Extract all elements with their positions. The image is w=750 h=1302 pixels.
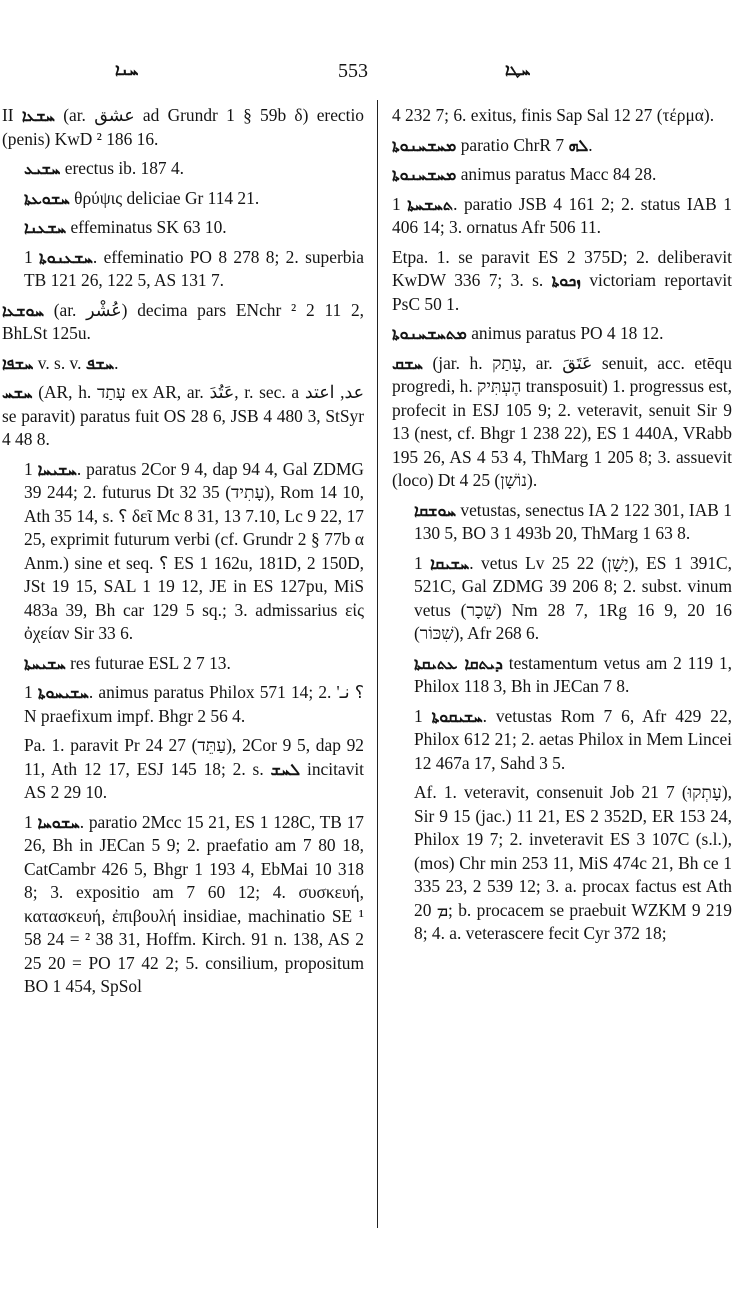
entry-text: II [2, 105, 22, 125]
dictionary-entry [2, 458, 364, 646]
entry-text: 7. [555, 134, 593, 155]
entry-text: (ar. عشق ad Grundr 1 § 59b δ) erectio (penis) KwD ² 186 16. [2, 105, 364, 149]
syriac-headword: ܚܘܫܥܐ [2, 300, 44, 320]
entry-text: 1. vetustas Rom 7 6, Afr 429 22, Philox 612 21; 2. aetas Philox in Mem Lincei 12 467a 17, Sahd 3 5. [414, 705, 732, 773]
dictionary-entry [392, 104, 732, 128]
entry-text: 1. paratio 2Mcc 15 21, ES 1 128C, TB 17 26, Bh in JECan 5 9; 2. praefatio am 7 80 18, CatCambr 426 5, Bhgr 1 193 4, EbMai 10 318 8; 3. expositio am 7 60 12; 4. συσκευή, κατασκευή, ἐπιβουλή insidiae, machinatio SE ¹ 58 24 = ² 38 31, Hoffm. Kirch. 91 n. 138, AS 2 25 20 = PO 17 42 2; 5. consilium, propositum BO 1 454, SpSol [24, 811, 364, 996]
dictionary-entry [2, 811, 364, 999]
syriac-headword: ܚܫܚ [2, 383, 33, 402]
syriac-headword: ܚܫܝܥ [24, 159, 61, 178]
entry-text: victoriam reportavit PsC 50 1. [392, 270, 732, 314]
dictionary-entry [2, 352, 364, 376]
entry-text: . [114, 352, 119, 373]
entry-text: vetustas, senectus IA 2 122 301, IAB 1 130 5, BO 3 1 493b 20, ThMarg 1 63 8. [414, 499, 732, 543]
entry-text: Af. 1. veteravit, consenuit Job 21 7 (עָתְקוּ), Sir 9 15 (jac.) 11 21, ES 2 352D, ER 153 24, Philox 19 7; 2. inveteravit ES 3 107C (s.l.), (mos) Chr min 253 11, MiS 474c 21, Bh ce 1 335 23, 2 539 12; 3. a. procax factus est Ath ܡ 20; b. procacem se praebuit WZKM 9 219 8; 4. a. veterascere fecit Cyr 372 18; [414, 782, 732, 943]
entry-text: 1. animus paratus Philox 571 14; 2. '؟ نـ N praefixum impf. Bhgr 2 56 4. [24, 682, 364, 726]
entry-text: testamentum vetus am 2 119 1, Philox 118 3, Bh in JECan 7 8. [414, 652, 732, 696]
syriac-headword: ܚܫܥܢܘܬܐ [39, 247, 93, 267]
dictionary-entry [2, 681, 364, 728]
entry-text: Etpa. 1. se paravit ES 2 375D; 2. deliberavit KwDW 336 7; 3. s. [392, 246, 732, 290]
syriac-headword: ܚܫܘܥܬܐ [24, 188, 70, 208]
page-number: 553 [338, 60, 368, 82]
dictionary-entry [392, 652, 732, 699]
entry-text: v. s. v. [33, 352, 86, 373]
syriac-headword: ܚܫܥܐ [21, 106, 55, 125]
entry-text: animus paratus PO 4 18 12. [466, 323, 664, 343]
syriac-headword: ܙܟܘܬܐ [551, 271, 581, 290]
dictionary-entry [392, 781, 732, 946]
syriac-headword: ܠܚܫ [270, 759, 301, 779]
entry-text: 1. effeminatio PO 8 278 8; 2. superbia TB 121 26, 122 5, AS 131 7. [24, 246, 364, 290]
entry-text: erectus ib. 187 4. [60, 158, 185, 178]
entry-text: paratio ChrR [456, 134, 556, 155]
syriac-headword: ܚܫܥܢܐ [24, 218, 67, 237]
entry-text: 1. paratus 2Cor 9 4, dap 94 4, Gal ZDMG 39 244; 2. futurus Dt 32 35 (עָתִיד), Rom 14 10, Ath 35 14, s. ؟ δεῖ Mc 8 31, 13 7.10, Lc 9 22, 17 25, exprimit futurum verbi (cf. Grundr 2 § 77b α Anm.) sine et seq. ؟ ES 1 162u, 181D, 2 150D, JSt 19 15, SAL 1 19 12, JE in ES 127pu, MiS 483a 39, Bh car 129 5 sq.; 3. admissarius εἰς ὀχείαν Sir 33 6. [24, 458, 365, 643]
entry-text: 1. paratio JSB 4 161 2; 2. status IAB 1 406 14; 3. ornatus Afr 506 11. [392, 193, 732, 237]
entry-text: (jar. h. עָתַק, ar. عَتَقَ senuit, acc. etēqu progredi, h. הֶעְתִּיק transposuit) 1. progressus est, profecit in ESJ 105 9; 2. veteravit, senuit Sir 9 13 (nest, cf. Bhgr 1 238 22), ES 1 440A, VRabb 195 26, AS 4 53 4, ThMarg 1 205 8; 3. assuevit (loco) Dt 4 25 (נוֹשָׁן). [392, 352, 732, 490]
syriac-headword: ܚܫܝܩܘܬܐ [431, 706, 483, 726]
right-column [392, 104, 732, 952]
dictionary-entry [2, 734, 364, 805]
dictionary-entry [392, 193, 732, 240]
column-divider [377, 100, 378, 1228]
entry-text: 4 232 7; 6. exitus, finis Sap Sal 12 27 (τέρμα). [392, 105, 715, 125]
dictionary-entry [392, 163, 732, 187]
syriac-headword: ܚܫܘܚܐ [37, 812, 80, 832]
dictionary-entry [2, 652, 364, 676]
entry-text: (ar. عُشْر) decima pars ENchr ² 2 11 2, BhLSt 125u. [2, 299, 364, 343]
dictionary-entry [2, 104, 364, 151]
dictionary-entry [392, 705, 732, 776]
dictionary-entry [2, 157, 364, 181]
dictionary-entry [2, 381, 364, 452]
page-header [0, 58, 750, 88]
entry-text: 1. vetus Lv 25 22 (יָשָׁן), ES 1 391C, 521C, Gal ZDMG 39 206 8; 2. subst. vinum vetus (שֵׁכָר) Nm 28 7, 1Rg 16 9, 20 16 (שִׁכּוֹר), Afr 268 6. [414, 552, 732, 643]
entry-text: (AR, h. עָתַד ex AR, ar. عَتُدَ, r. sec. a عد, اعتد se paravit) paratus fuit OS 28 6, JSB 4 480 3, StSyr 4 48 8. [2, 382, 364, 449]
dictionary-entry [392, 352, 732, 493]
dictionary-entry [392, 499, 732, 546]
syriac-headword: ܚܫܝܚܘܬܐ [37, 683, 89, 702]
running-head-left: ܚܢܐ [115, 60, 139, 79]
running-head-right: ܚܛܐ [505, 60, 531, 79]
entry-text: Pa. 1. paravit Pr 24 27 (עַתֵּד), 2Cor 9 5, dap 92 11, Ath 12 17, ESJ 145 18; 2. s. [24, 735, 364, 779]
dictionary-entry [392, 134, 732, 158]
syriac-headword: ܚܫܝܚܐ [37, 459, 77, 479]
syriac-headword: ܚܫܝܩܐ [430, 553, 470, 573]
entry-text: animus paratus Macc 84 28. [456, 164, 657, 184]
left-column [2, 104, 364, 1005]
syriac-headword: ܚܫܦܐ [2, 353, 34, 373]
entry-text: res futurae ESL 2 7 13. [65, 652, 231, 673]
syriac-headword: ܚܫܦ [85, 353, 115, 373]
dictionary-entry [392, 246, 732, 317]
dictionary-entry [392, 322, 732, 346]
entry-text: incitavit AS 2 29 10. [24, 758, 364, 802]
syriac-headword: ܚܫܩ [392, 353, 423, 373]
dictionary-entry [2, 216, 364, 240]
syriac-headword: ܬܚܫܚܬܐ [407, 194, 454, 214]
dictionary-entry [392, 552, 732, 646]
entry-text: θρύψις deliciae Gr 114 21. [69, 187, 260, 208]
syriac-headword: ܚܘܫܩܐ [414, 500, 456, 520]
entry-text: effeminatus SK 63 10. [66, 217, 227, 237]
dictionary-entry [2, 299, 364, 346]
syriac-headword: ܚܫܝܚܬܐ [24, 653, 66, 673]
syriac-headword: ܡܬܚܫܚܢܘܬܐ [392, 324, 467, 343]
syriac-headword: ܠܗ [568, 135, 589, 155]
syriac-headword: ܡܚܫܚܢܘܬܐ [392, 165, 457, 184]
dictionary-entry [2, 187, 364, 211]
syriac-headword: ܡܚܫܚܢܘܬܐ [392, 135, 457, 155]
dictionary-entry [2, 246, 364, 293]
syriac-headword: ܕܝܬܩܐ ܥܬܝܩܬܐ [414, 653, 503, 673]
